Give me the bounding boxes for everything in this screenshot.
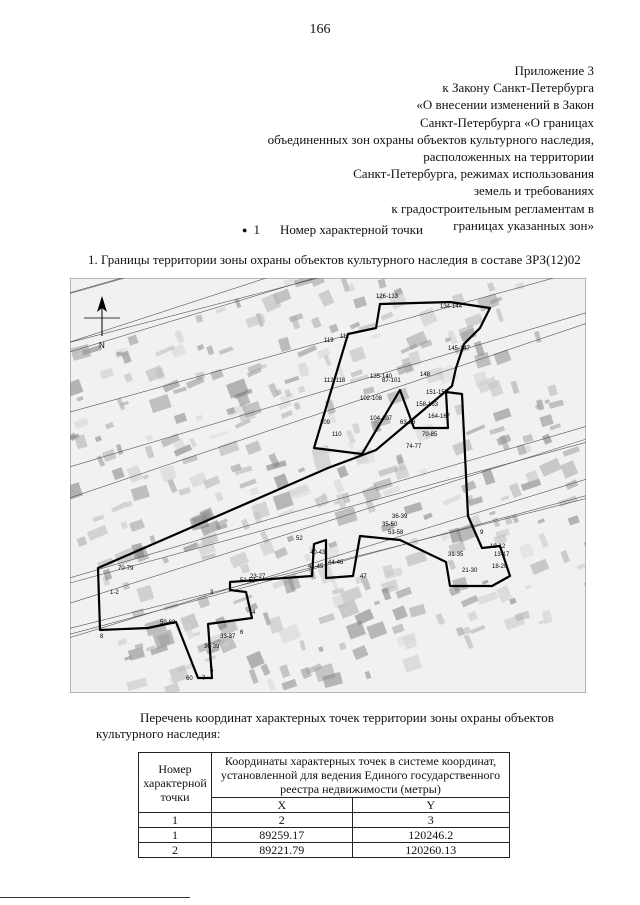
point-number: 1 xyxy=(139,828,212,843)
coordinates-caption: Перечень координат характерных точек территории зоны охраны объектов культурного наследия: xyxy=(96,710,554,741)
legend-number: 1 xyxy=(253,222,260,237)
appendix-line: расположенных на территории xyxy=(423,149,594,165)
point-label: 10-12 xyxy=(490,544,506,550)
point-label: 70-79 xyxy=(118,566,134,572)
point-label: 63-86 xyxy=(400,420,416,426)
point-label: 126-133 xyxy=(376,294,399,300)
point-label: 9 xyxy=(480,530,484,536)
header-x: X xyxy=(212,798,353,813)
appendix-line: объединенных зон охраны объектов культурного наследия, xyxy=(267,131,594,147)
point-label: 134-144 xyxy=(440,304,463,310)
point-label: 13-17 xyxy=(494,552,510,558)
point-label: 59-68 xyxy=(160,620,176,626)
map-legend xyxy=(242,222,423,238)
point-label: 104-107 xyxy=(370,416,393,422)
point-label: 87-101 xyxy=(382,378,401,384)
point-label: 36-39 xyxy=(392,514,408,520)
section-heading: 1. Границы территории зоны охраны объектов культурного наследия в составе ЗРЗ(12)02 xyxy=(88,252,581,267)
coordinates-table xyxy=(138,752,510,858)
point-label: 40-43 xyxy=(310,550,326,556)
point-label: 151-155 xyxy=(426,390,449,396)
coord-x: 89259.17 xyxy=(212,828,353,843)
point-label: 51-52 xyxy=(240,578,256,584)
appendix-line: Санкт-Петербурга «О границах xyxy=(419,114,594,130)
point-label: 148 xyxy=(420,372,431,378)
point-label: 23-27 xyxy=(250,574,266,580)
point-label: 60 xyxy=(186,676,193,682)
point-label: 18-20 xyxy=(492,564,508,570)
appendix-line: границах указанных зон» xyxy=(453,217,594,233)
point-label: 8 xyxy=(100,634,104,640)
point-label: 1-2 xyxy=(110,590,119,596)
point-label: 70-85 xyxy=(422,432,438,438)
table-row xyxy=(139,828,510,843)
legend-label: Номер характерной точки xyxy=(279,222,423,237)
point-marker-icon: ● xyxy=(242,225,248,235)
point-label: 7 xyxy=(202,676,206,682)
point-label: 33-37 xyxy=(220,634,236,640)
point-label: 4 xyxy=(252,610,256,616)
appendix-line: Приложение 3 xyxy=(514,63,594,78)
point-label: 111 xyxy=(340,334,350,340)
point-label: 164-167 xyxy=(428,414,451,420)
appendix-line: к Закону Санкт-Петербурга xyxy=(442,80,594,96)
column-number: 2 xyxy=(212,813,353,828)
coord-x: 89221.79 xyxy=(212,843,353,858)
point-label: 35-50 xyxy=(382,522,398,528)
appendix-line: земель и требованиях xyxy=(473,183,594,199)
footer-rule xyxy=(0,897,190,898)
column-number: 1 xyxy=(139,813,212,828)
header-y: Y xyxy=(352,798,509,813)
point-label: 47 xyxy=(360,574,367,580)
point-label: 52 xyxy=(296,536,303,542)
point-label: 158-163 xyxy=(416,402,439,408)
point-label: 5 xyxy=(210,668,214,674)
point-label: 109 xyxy=(320,420,331,426)
point-label: 145-147 xyxy=(448,346,471,352)
point-label: 110 xyxy=(332,432,342,438)
point-label: 41-45 xyxy=(308,564,324,570)
point-label: 30-39 xyxy=(204,644,220,650)
point-label: 74-77 xyxy=(406,444,422,450)
appendix-line: к градостроительным регламентам в xyxy=(391,200,594,216)
point-label: 3 xyxy=(210,590,214,596)
svg-text:N: N xyxy=(99,341,105,350)
point-label: 119 xyxy=(324,338,334,344)
header-coordinates: Координаты характерных точек в системе координат, установленной для ведения Единого государственного реестра недвижимости (метры) xyxy=(212,753,510,798)
point-label: 6 xyxy=(240,630,244,636)
header-point-number: Номер характерной точки xyxy=(139,753,212,813)
appendix-line: Санкт-Петербурга, режимах использования xyxy=(353,166,594,182)
column-number: 3 xyxy=(352,813,509,828)
point-label: 135-140 xyxy=(370,374,393,380)
point-label: 44-46 xyxy=(328,560,344,566)
page-number: 166 xyxy=(309,22,331,37)
coord-y: 120260.13 xyxy=(352,843,509,858)
point-label: 53-58 xyxy=(388,530,404,536)
table-row xyxy=(139,843,510,858)
point-label: 31-35 xyxy=(448,552,464,558)
appendix-header xyxy=(194,62,594,234)
point-label: 102-108 xyxy=(360,396,383,402)
point-label: 112-118 xyxy=(324,378,346,384)
boundary-map xyxy=(70,278,586,693)
point-label: 21-30 xyxy=(462,568,478,574)
point-number: 2 xyxy=(139,843,212,858)
appendix-line: «О внесении изменений в Закон xyxy=(416,97,594,113)
coord-y: 120246.2 xyxy=(352,828,509,843)
